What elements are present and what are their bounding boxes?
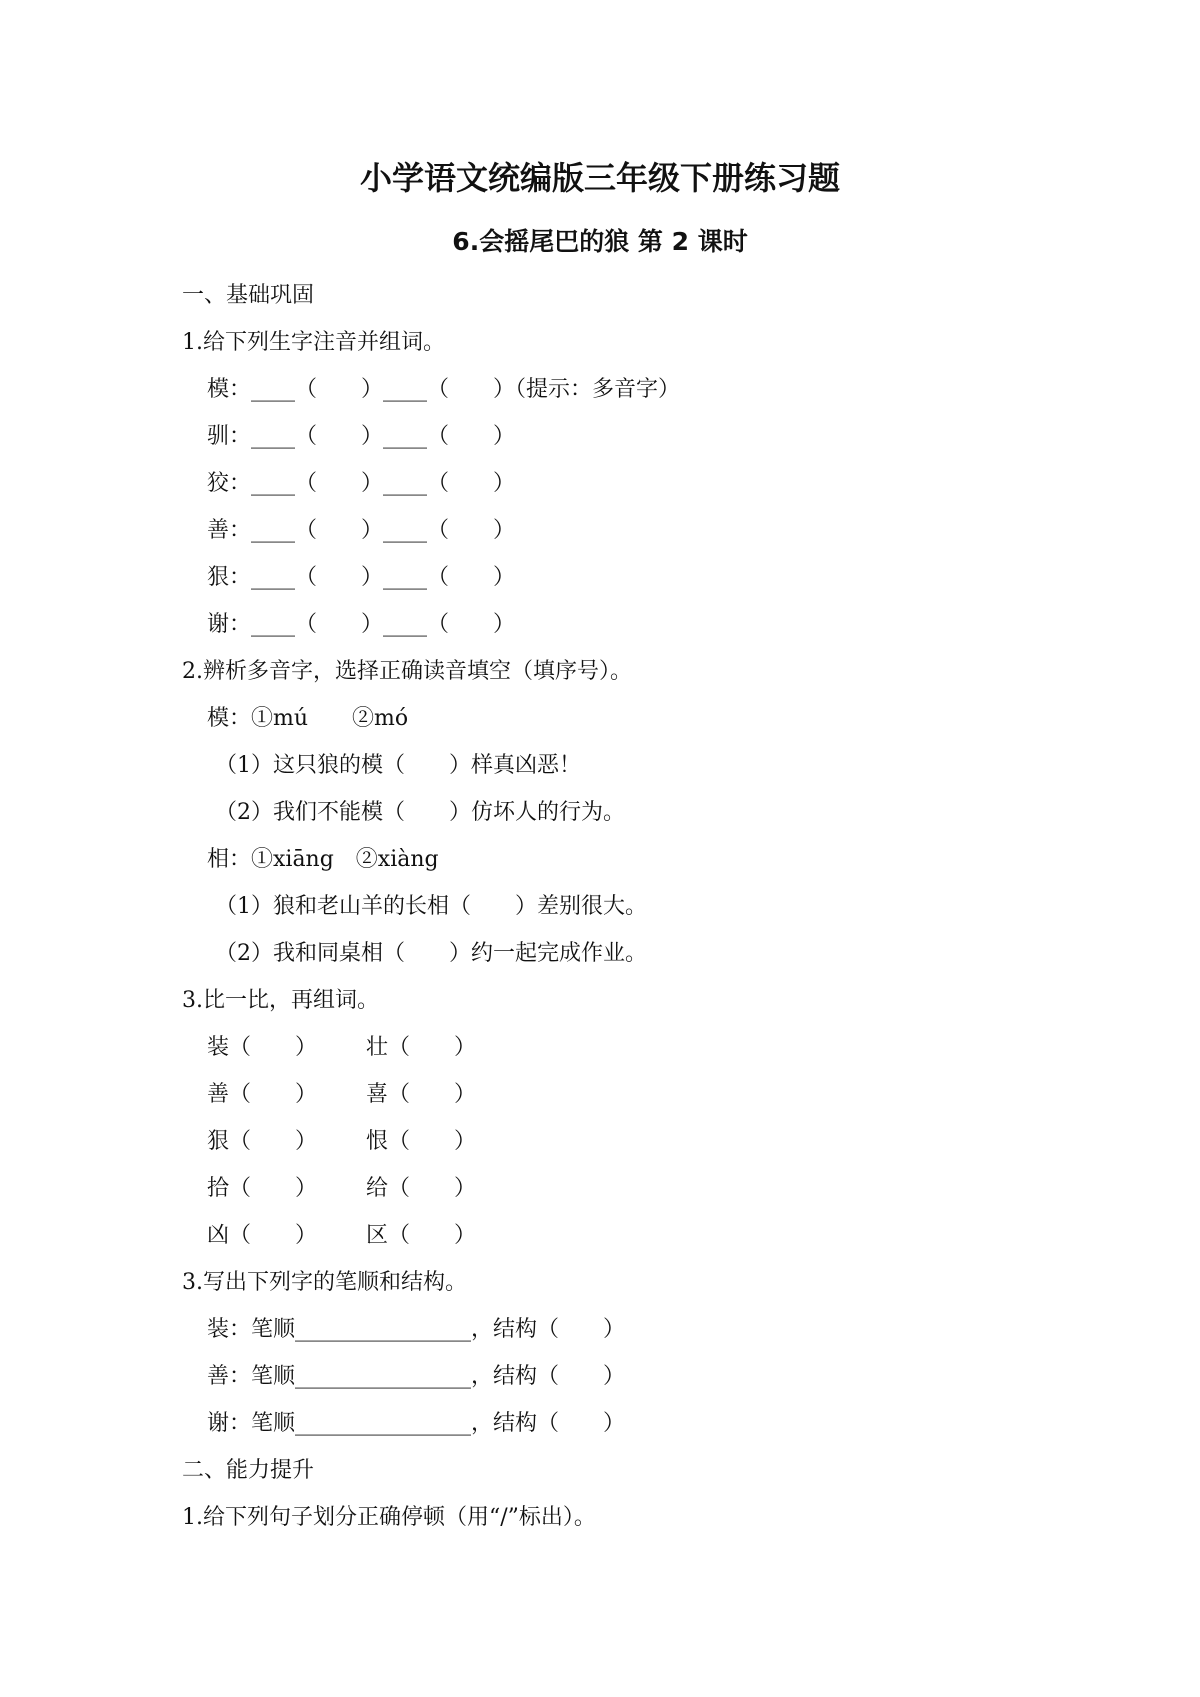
compare-word-left: 善（ ） [207,1082,318,1107]
question-3-prompt: 3.比一比，再组词。 [182,988,379,1013]
pinyin-row: 善：____（ ）____（ ） [207,518,516,543]
question-1-prompt: 1.给下列生字注音并组词。 [182,330,445,355]
compare-word-left: 狠（ ） [207,1129,318,1154]
polyphone-item: （1）这只狼的模（ ）样真凶恶！ [215,753,581,778]
pinyin-row: 狠：____（ ）____（ ） [207,565,516,590]
compare-word-right: 喜（ ） [366,1082,477,1107]
stroke-order-row: 善：笔顺________________，结构（ ） [207,1364,626,1389]
section2-question-1-prompt: 1.给下列句子划分正确停顿（用“/”标出）。 [182,1505,596,1530]
pinyin-row: 模：____（ ）____（ ）（提示：多音字） [207,377,681,402]
polyphone-item: （1）狼和老山羊的长相（ ）差别很大。 [215,894,647,919]
polyphone-item: （2）我和同桌相（ ）约一起完成作业。 [215,941,647,966]
compare-word-right: 给（ ） [366,1176,477,1201]
pinyin-row: 驯：____（ ）____（ ） [207,424,516,449]
compare-word-left: 装（ ） [207,1035,318,1060]
section-heading-ability: 二、能力提升 [182,1458,315,1483]
question-4-prompt: 3.写出下列字的笔顺和结构。 [182,1270,467,1295]
pinyin-row: 谢：____（ ）____（ ） [207,612,516,637]
pinyin-row: 狡：____（ ）____（ ） [207,471,516,496]
section-heading-basic: 一、基础巩固 [182,283,315,308]
page-title: 小学语文统编版三年级下册练习题 [359,159,840,197]
compare-word-left: 凶（ ） [207,1223,318,1248]
polyphone-header: 模：①mú ②mó [207,706,409,731]
lesson-subtitle: 6.会摇尾巴的狼 第 2 课时 [452,227,748,256]
polyphone-header: 相：①xiāng ②xiàng [207,847,439,872]
compare-word-right: 区（ ） [366,1223,477,1248]
compare-word-left: 拾（ ） [207,1176,318,1201]
compare-word-right: 恨（ ） [366,1129,477,1154]
question-2-prompt: 2.辨析多音字，选择正确读音填空（填序号）。 [182,659,632,684]
stroke-order-row: 谢：笔顺________________，结构（ ） [207,1411,626,1436]
stroke-order-row: 装：笔顺________________，结构（ ） [207,1317,626,1342]
compare-word-right: 壮（ ） [366,1035,477,1060]
polyphone-item: （2）我们不能模（ ）仿坏人的行为。 [215,800,625,825]
